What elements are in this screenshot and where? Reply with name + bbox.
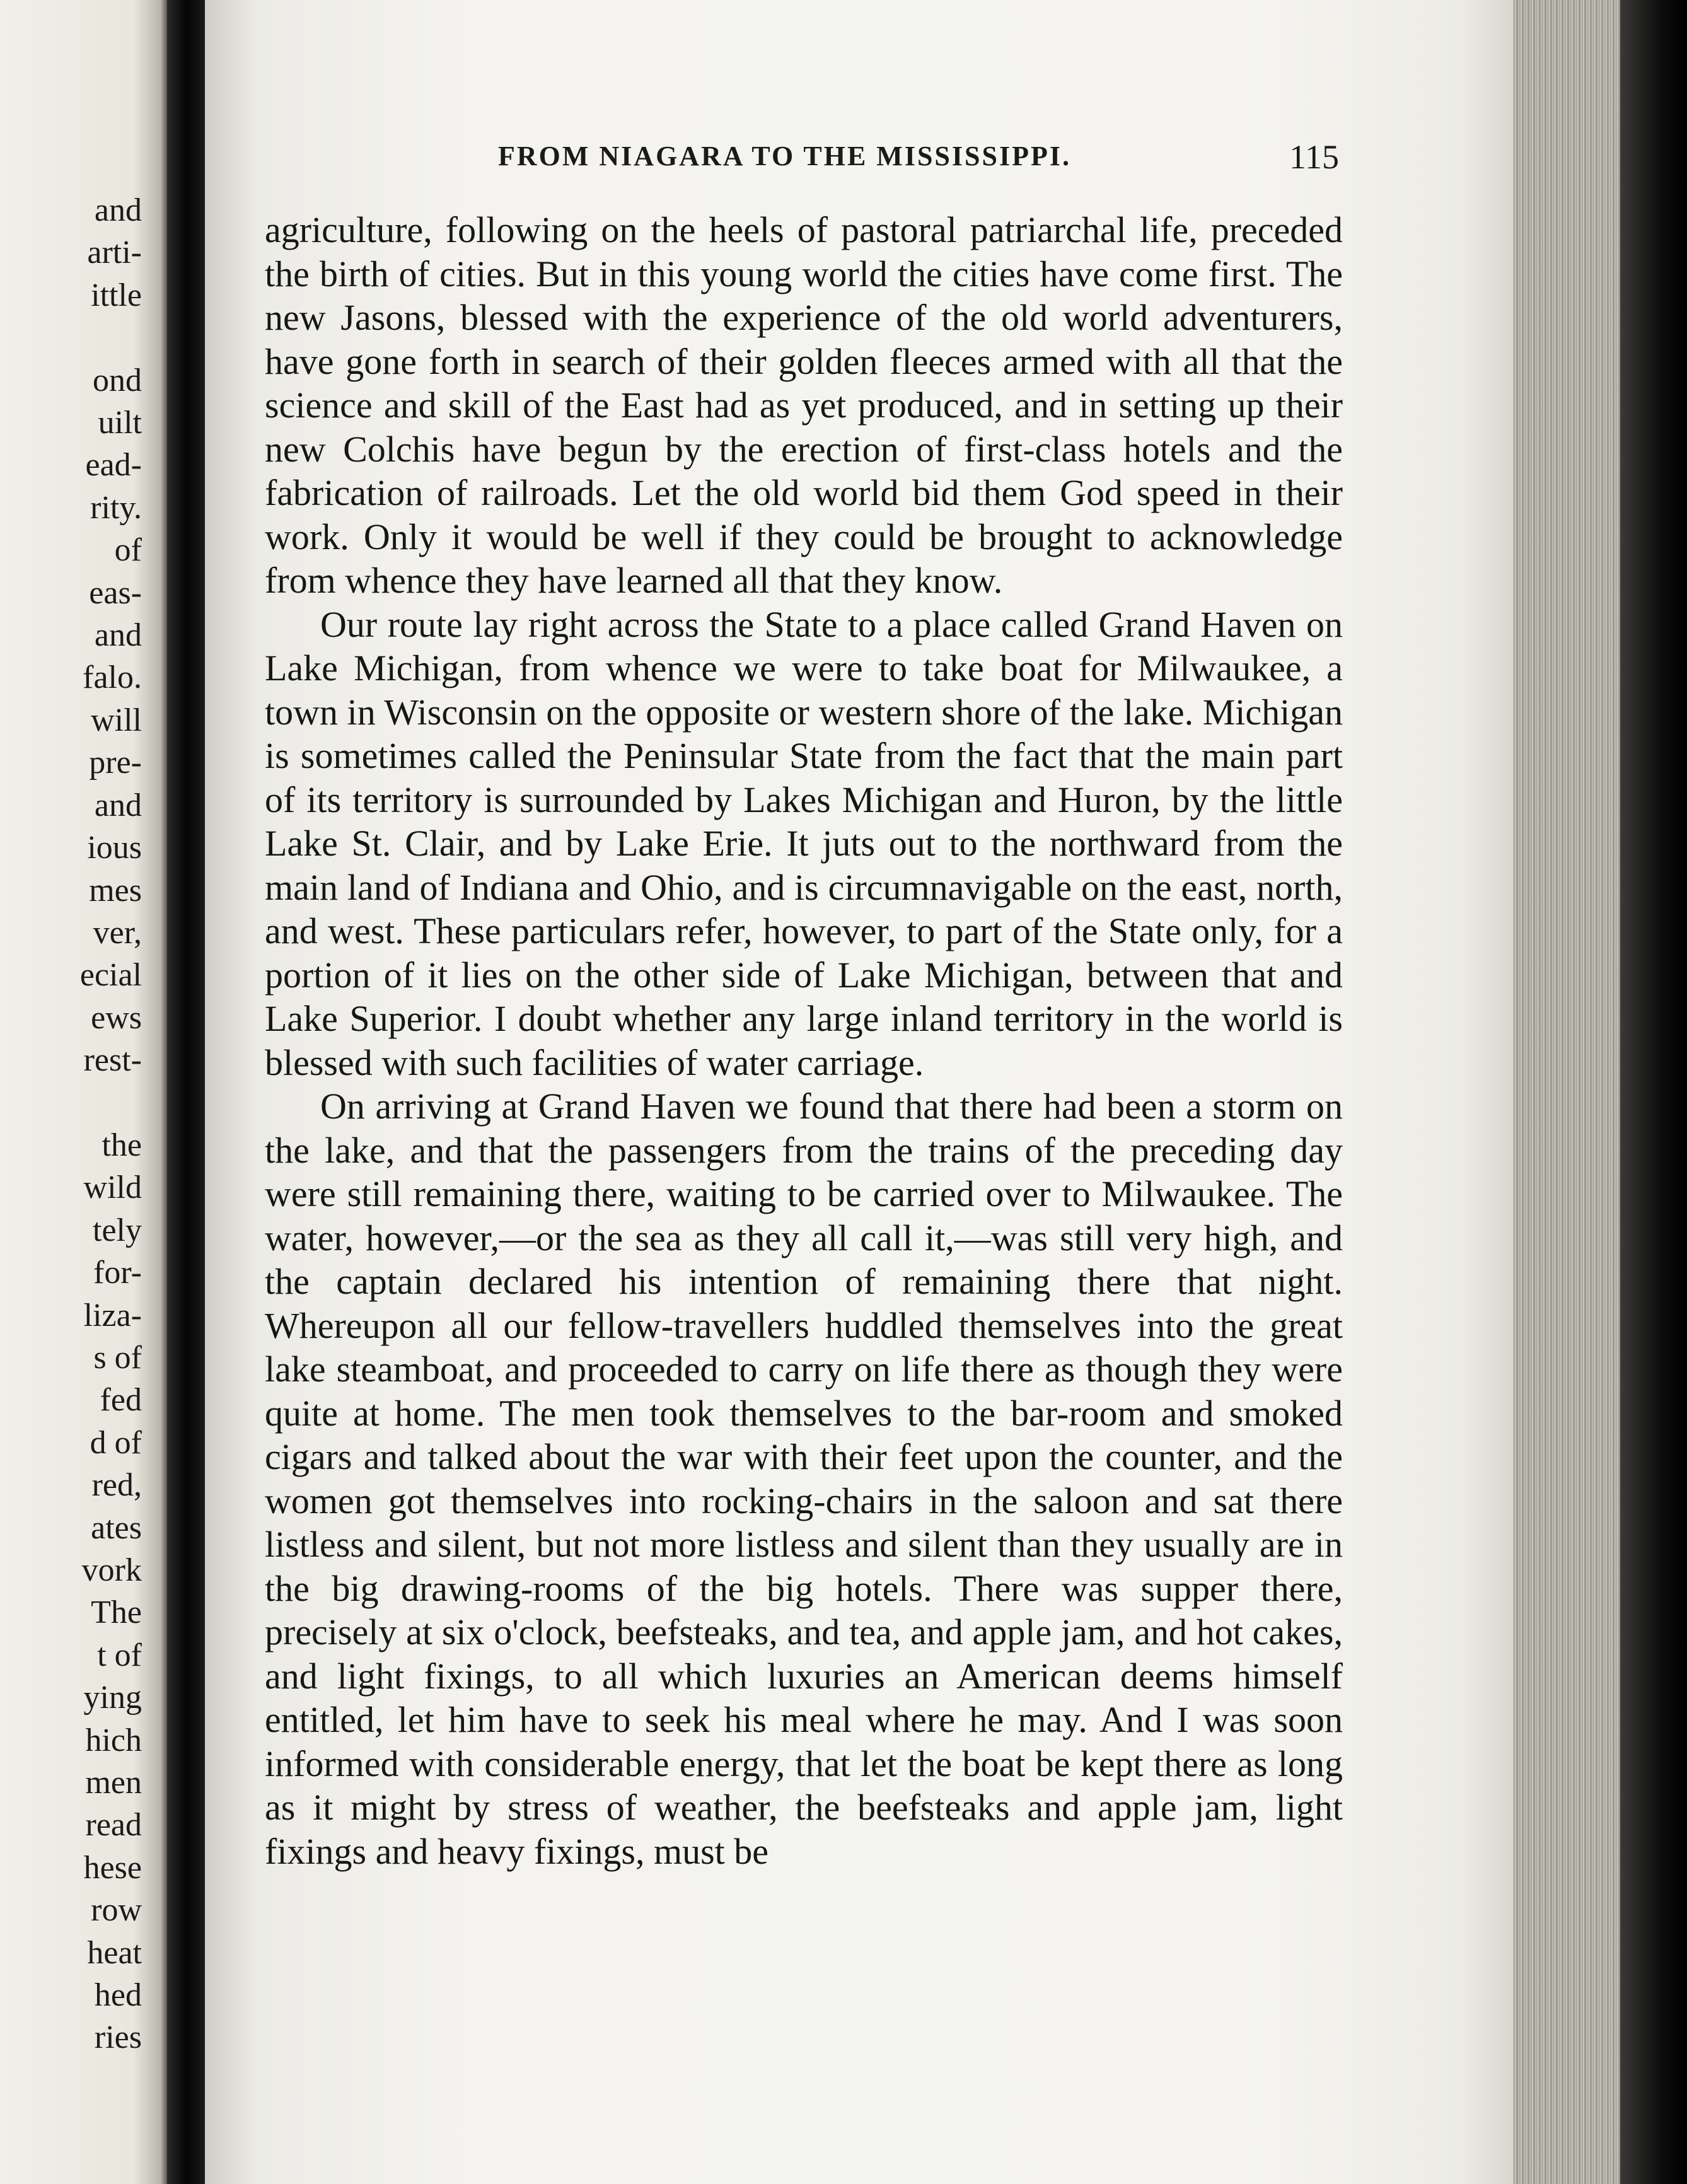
- left-fragment: t of: [97, 1637, 142, 1673]
- left-fragment: fed: [100, 1382, 142, 1419]
- left-fragment: ying: [83, 1680, 142, 1716]
- left-fragment: uilt: [98, 405, 142, 441]
- left-fragment: row: [91, 1892, 142, 1929]
- paragraph: Our route lay right across the State to a place called Grand Haven on Lake Michigan, from whence we were to take boat for Milwaukee, a town in Wisconsin on the opposite or western shore of the lake. Michigan is sometimes called the Peninsular State from the fact that the main part of its territory is surrounded by Lakes Michigan and Huron, by the little Lake St. Clair, and by Lake Erie. It juts out to the northward from the main land of Indiana and Ohio, and is circumnavigable on the east, north, and west. These particulars refer, however, to part of the State only, for a portion of it lies on the other side of Lake Michigan, between that and Lake Superior. I doubt whether any large inland territory in the world is blessed with such facilities of water carriage.: [265, 603, 1343, 1083]
- left-fragment: heat: [87, 1934, 142, 1971]
- scan-background: [1620, 0, 1687, 2184]
- paragraph: On arriving at Grand Haven we found that there had been a storm on the lake, and that the passengers from the trains of the preceding day were still remaining there, waiting to be carried over to Milwaukee. The water, however,—or the sea as they all call it,—was still very high, and the captain declared his intention of remaining there that night. Whereupon all our fellow-travellers huddled themselves into the great lake steamboat, and proceeded to carry on life there as though they were quite at home. The men took themselves to the bar-room and smoked cigars and talked about the war with their feet upon the counter, and the women got themselves into rocking-chairs in the saloon and sat there listless and silent, but not more listless and silent than they usually are in the big drawing-rooms of the big hotels. There was supper there, precisely at six o'clock, beefsteaks, and tea, and apple jam, and hot cakes, and light fixings, to all which luxuries an American deems himself entitled, let him have to seek his meal where he may. And I was soon informed with considerable energy, that let the boat be kept there as long as it might by stress of weather, the beefsteaks and apple jam, light fixings and heavy fixings, must be: [265, 1086, 1343, 1872]
- left-fragment: and: [94, 617, 142, 654]
- left-fragment: mes: [89, 872, 142, 909]
- left-fragment: The: [91, 1594, 142, 1631]
- left-fragment: vork: [81, 1552, 142, 1588]
- paragraph: agriculture, following on the heels of pastoral patriarchal life, preceded the birth of cities. But in this young world the cities have come first. The new Jasons, blessed with the experience of the old world adventurers, have gone forth in search of their golden fleeces armed with all that the science and skill of the East had as yet produced, and in setting up their new Colchis have begun by the erection of first-class hotels and the fabrication of railroads. Let the old world bid them God speed in their work. Only it would be well if they could be brought to acknowledge from whence they have learned all that they know.: [265, 209, 1343, 601]
- left-fragment: will: [91, 702, 142, 738]
- left-fragment: red,: [91, 1467, 142, 1504]
- left-fragment: falo.: [83, 659, 142, 696]
- left-fragment: arti-: [87, 235, 142, 271]
- left-fragment: ates: [91, 1509, 142, 1546]
- left-fragment: pre-: [89, 745, 142, 781]
- left-fragment: of: [114, 532, 142, 569]
- left-fragment: read: [85, 1807, 142, 1844]
- left-fragment: hich: [85, 1722, 142, 1758]
- left-fragment: s of: [93, 1339, 142, 1376]
- left-fragment: hese: [83, 1849, 142, 1886]
- body-text: [265, 208, 1343, 1873]
- left-fragment: ond: [93, 362, 142, 398]
- left-fragment: [80, 1082, 142, 1124]
- left-fragment: wild: [83, 1170, 142, 1206]
- left-fragment: men: [85, 1765, 142, 1801]
- left-fragment: d of: [90, 1424, 142, 1461]
- left-fragment: and: [94, 787, 142, 823]
- left-fragment: rity.: [90, 489, 142, 526]
- left-fragment: ries: [94, 2019, 142, 2056]
- page-block-edges: [1513, 0, 1620, 2184]
- left-fragment: tely: [93, 1212, 142, 1248]
- left-fragment: for-: [93, 1255, 142, 1291]
- left-fragment: eas-: [89, 574, 142, 611]
- book-gutter: [167, 0, 205, 2184]
- left-fragment: ecial: [79, 957, 142, 994]
- left-page-edge: [0, 0, 167, 2184]
- running-head: FROM NIAGARA TO THE MISSISSIPPI.: [498, 141, 1071, 171]
- left-fragment: ead-: [85, 447, 142, 484]
- left-fragment: rest-: [83, 1042, 142, 1079]
- left-fragment: liza-: [83, 1297, 142, 1333]
- left-fragment: ews: [91, 999, 142, 1036]
- left-fragment: the: [101, 1127, 142, 1163]
- left-fragment: ious: [87, 830, 142, 866]
- page-number: 115: [1289, 138, 1339, 176]
- left-page-text-fragments: [80, 189, 142, 2059]
- left-fragment: ver,: [93, 914, 142, 951]
- left-fragment: ittle: [91, 277, 142, 313]
- left-fragment: and: [94, 192, 142, 228]
- left-fragment: hed: [94, 1977, 142, 2014]
- left-fragment: [80, 317, 142, 359]
